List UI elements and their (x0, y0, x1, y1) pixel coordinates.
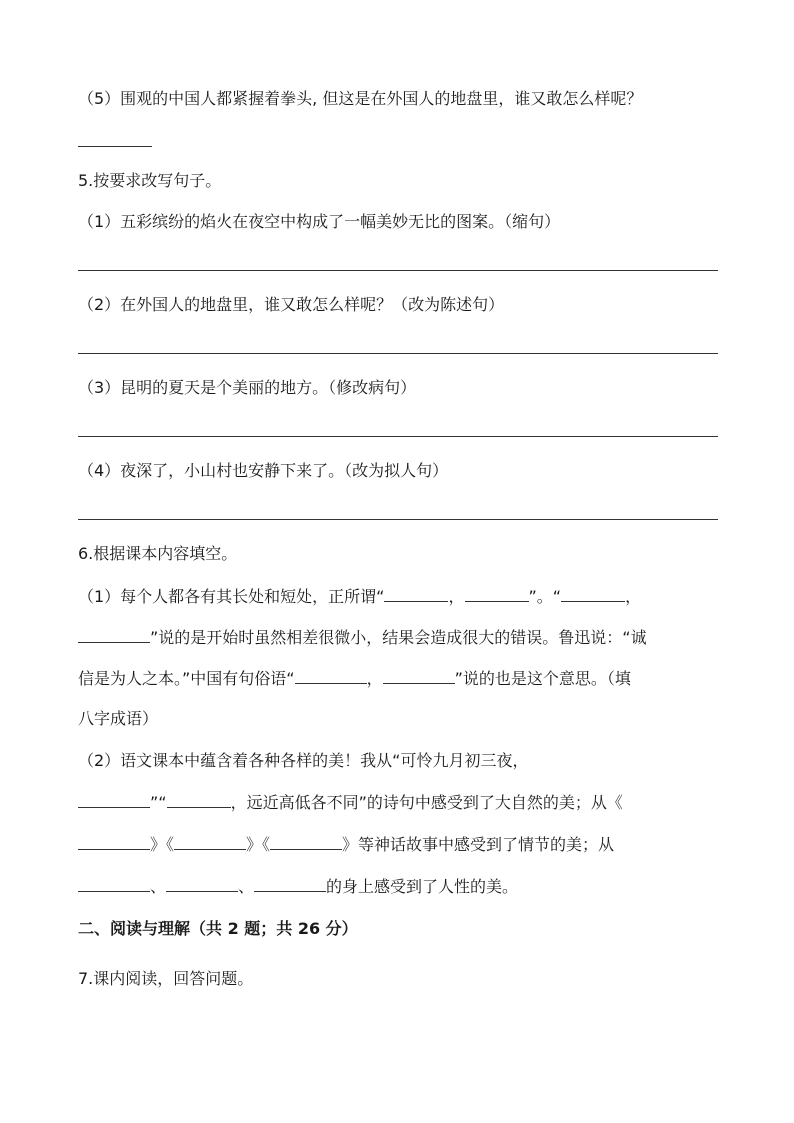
answer-line-5-2[interactable] (78, 353, 718, 354)
question-5-item-3: （3）昆明的夏天是个美丽的地方。（修改病句） (78, 378, 417, 397)
question-7-title: 7.课内阅读，回答问题。 (78, 969, 254, 988)
question-6-title: 6.根据课本内容填空。 (78, 544, 238, 563)
text: ”“ (150, 793, 167, 812)
fill-blank[interactable] (465, 585, 529, 602)
fill-blank[interactable] (167, 791, 231, 808)
answer-line-5-4[interactable] (78, 519, 718, 520)
text: ， (448, 587, 465, 606)
text: ， (366, 669, 383, 688)
fill-blank[interactable] (254, 875, 326, 892)
text: 》《 (150, 835, 175, 854)
text: 信是为人之本。”中国有句俗语“ (78, 669, 295, 688)
question-5-item-2: （2）在外国人的地盘里，谁又敢怎么样呢？（改为陈述句） (78, 295, 505, 314)
fill-blank[interactable] (166, 875, 238, 892)
fill-blank[interactable] (78, 833, 150, 850)
answer-line-4-5[interactable] (78, 146, 152, 147)
question-6-part-1-line-1 (78, 585, 718, 608)
text: ”。“ (528, 587, 562, 606)
fill-blank[interactable] (295, 667, 367, 684)
fill-blank[interactable] (384, 585, 448, 602)
question-6-part-1-line-2 (78, 626, 718, 649)
text: 、 (238, 877, 255, 896)
text: 的身上感受到了人性的美。 (326, 877, 519, 896)
question-4-item-5: （5）围观的中国人都紧握着拳头, 但这是在外国人的地盘里，谁又敢怎么样呢？ (78, 89, 643, 108)
question-6-part-1-line-3 (78, 667, 718, 690)
section-2-heading: 二、阅读与理解（共 2 题；共 26 分） (78, 919, 358, 938)
text: ，远近高低各不同”的诗句中感受到了大自然的美；从《 (230, 793, 623, 812)
fill-blank[interactable] (383, 667, 455, 684)
question-5-item-1: （1）五彩缤纷的焰火在夜空中构成了一幅美妙无比的图案。（缩句） (78, 212, 561, 231)
fill-blank[interactable] (174, 833, 246, 850)
text: ， (625, 587, 642, 606)
answer-line-5-1[interactable] (78, 270, 718, 271)
text: 、 (150, 877, 167, 896)
text: 》等神话故事中感受到了情节的美；从 (342, 835, 615, 854)
question-6-part-2-line-3 (78, 833, 718, 856)
fill-blank[interactable] (78, 875, 150, 892)
question-5-title: 5.按要求改写句子。 (78, 171, 222, 190)
fill-blank[interactable] (270, 833, 342, 850)
question-6-part-2-line-2 (78, 791, 718, 814)
text: 》《 (246, 835, 271, 854)
question-6-part-2-line-4 (78, 875, 718, 898)
question-5-item-4: （4）夜深了，小山村也安静下来了。（改为拟人句） (78, 461, 449, 480)
text: ”说的也是这个意思。（填 (454, 669, 631, 688)
answer-line-5-3[interactable] (78, 436, 718, 437)
fill-blank[interactable] (561, 585, 625, 602)
question-6-part-2-line-1: （2）语文课本中蕴含着各种各样的美！我从“可怜九月初三夜， (78, 751, 529, 770)
text: （1）每个人都各有其长处和短处，正所谓“ (78, 587, 385, 606)
fill-blank[interactable] (78, 791, 150, 808)
fill-blank[interactable] (78, 626, 150, 643)
text: ”说的是开始时虽然相差很微小，结果会造成很大的错误。鲁迅说：“诚 (150, 628, 647, 647)
question-6-part-1-line-4: 八字成语） (78, 709, 159, 728)
